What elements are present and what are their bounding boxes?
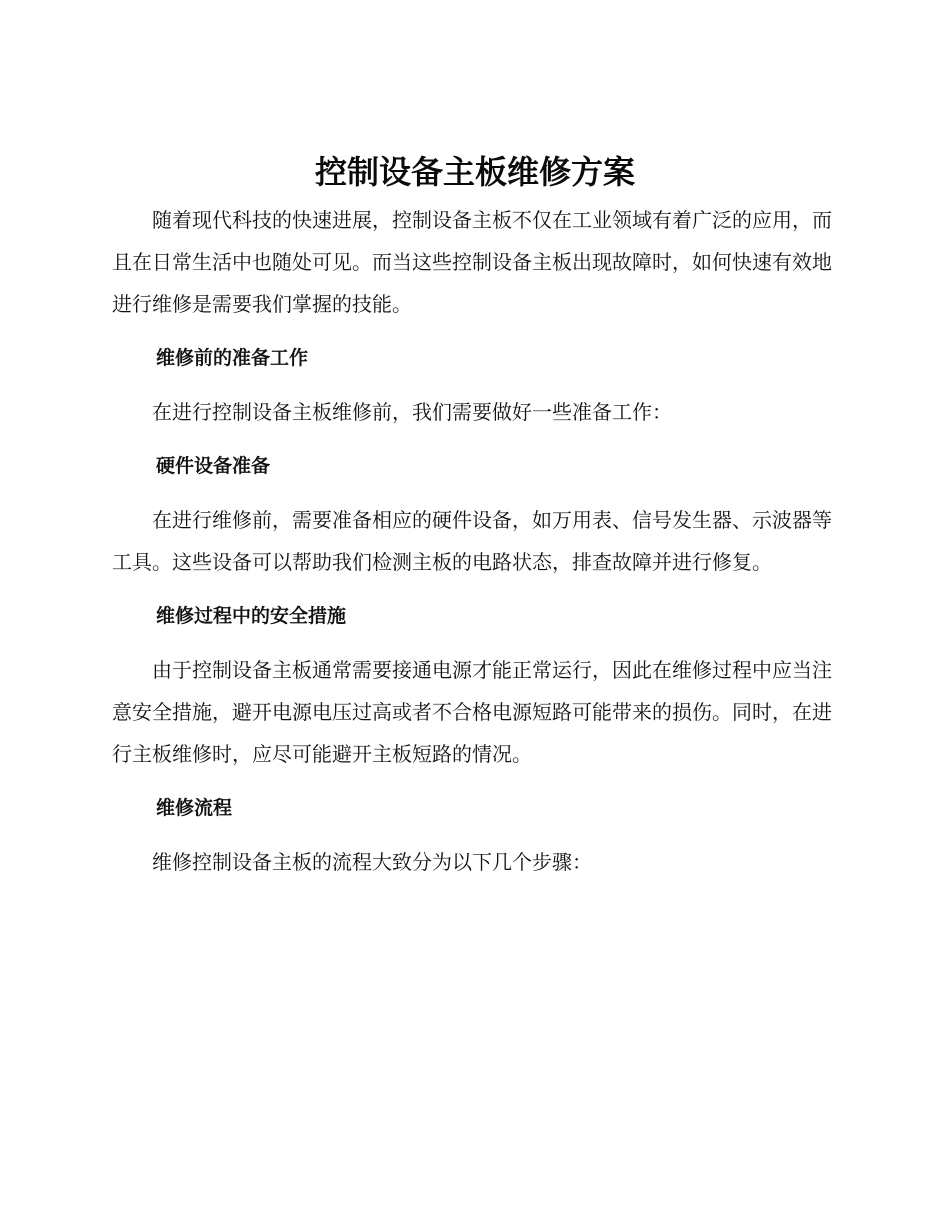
document-body xyxy=(112,199,832,883)
section-heading-preparation: 维修前的准备工作 xyxy=(156,347,309,369)
document-title: 控制设备主板维修方案 xyxy=(314,153,635,191)
section-text-process: 维修控制设备主板的流程大致分为以下几个步骤： xyxy=(152,850,592,874)
section-text-hardware: 在进行维修前，需要准备相应的硬件设备，如万用表、信号发生器、示波器等工具。这些设备可以帮助我们检测主板的电路状态，排查故障并进行修复。 xyxy=(112,508,832,574)
intro-paragraph: 随着现代科技的快速进展，控制设备主板不仅在工业领域有着广泛的应用，而且在日常生活中也随处可见。而当这些控制设备主板出现故障时，如何快速有效地进行维修是需要我们掌握的技能。 xyxy=(112,208,832,316)
section-text-safety: 由于控制设备主板通常需要接通电源才能正常运行，因此在维修过程中应当注意安全措施，避开电源电压过高或者不合格电源短路可能带来的损伤。同时，在进行主板维修时，应尽可能避开主板短路的情况。 xyxy=(112,658,832,766)
section-heading-process: 维修流程 xyxy=(156,797,233,819)
section-heading-safety: 维修过程中的安全措施 xyxy=(156,605,347,627)
section-text-preparation: 在进行控制设备主板维修前，我们需要做好一些准备工作： xyxy=(152,400,672,424)
section-heading-hardware: 硬件设备准备 xyxy=(156,455,271,477)
